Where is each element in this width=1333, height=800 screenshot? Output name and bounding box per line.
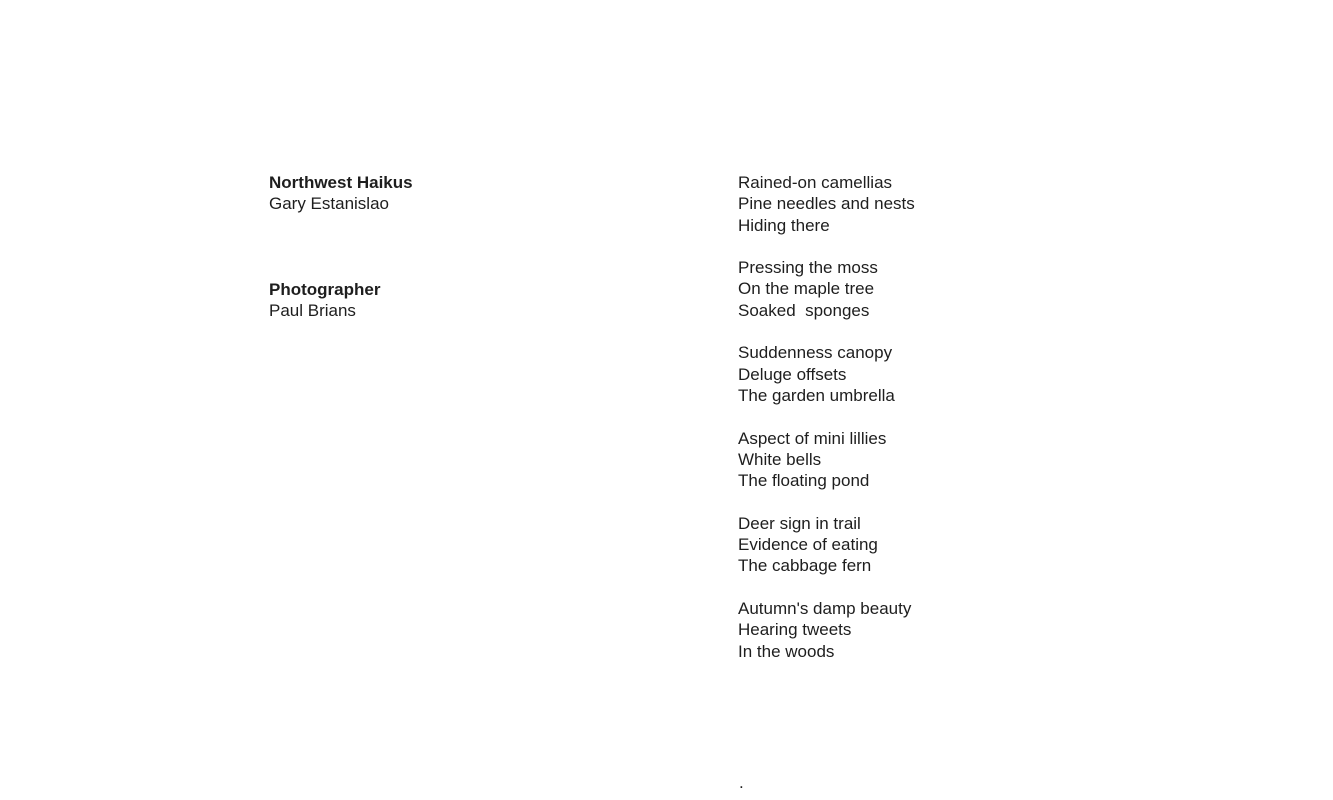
haiku-line: Rained-on camellias [738,173,893,192]
haiku-stanza-2 [738,257,915,321]
haiku-line: Autumn's damp beauty [738,598,912,618]
haiku-line: The garden umbrella [738,385,895,405]
author-name: Gary Estanislao [269,194,389,214]
haiku-line: White bells [738,449,822,469]
haiku-line: The floating pond [738,471,870,491]
credits-spacer [269,215,413,279]
haiku-line: On the maple tree [738,279,875,299]
haiku-line: Soaked sponges [738,300,870,320]
trailing-period: . [739,773,744,792]
document-title: Northwest Haikus [269,173,413,192]
haiku-line: Pressing the moss [738,258,878,278]
haiku-line: Pine needles and nests [738,194,915,214]
haiku-line: The cabbage fern [738,556,872,576]
haiku-stanza-1 [738,172,915,236]
haiku-column [738,172,915,683]
haiku-line: Evidence of eating [738,535,878,555]
haiku-stanza-4 [738,428,915,492]
haiku-line: Suddenness canopy [738,343,893,363]
haiku-line: Hearing tweets [738,620,852,640]
photographer-name: Paul Brians [269,300,356,320]
credits-block [269,172,413,321]
haiku-line: Deluge offsets [738,364,847,384]
haiku-stanza-3 [738,342,915,406]
haiku-stanza-5 [738,513,915,577]
haiku-line: Hiding there [738,215,830,235]
haiku-line: Aspect of mini lillies [738,428,887,448]
haiku-line: In the woods [738,641,835,661]
haiku-line: Deer sign in trail [738,513,861,533]
haiku-stanza-6 [738,598,915,662]
photographer-role-label: Photographer [269,279,381,299]
